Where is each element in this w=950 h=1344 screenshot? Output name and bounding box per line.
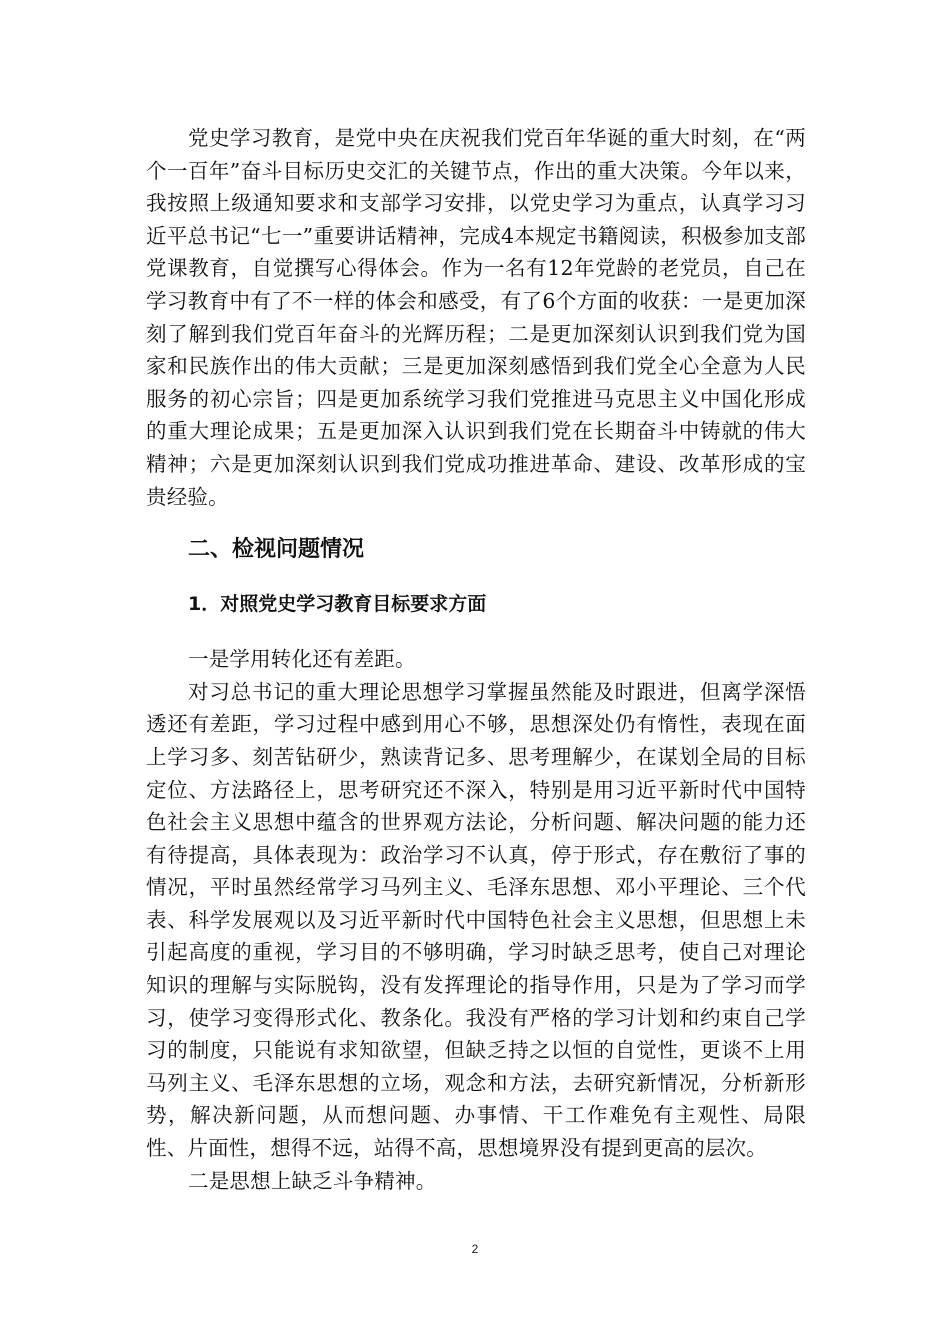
point-1-paragraph: 对习总书记的重大理论思想学习掌握虽然能及时跟进，但离学深悟透还有差距，学习过程中感到用心不够，思想深处仍有惰性，表现在面上学习多、刻苦钻研少，熟读背记多、思考理解少，在谋划全局的目标定位、方法路径上，思考研究还不深入，特别是用习近平新时代中国特色社会主义思想中蕴含的世界观方法论，分析问题、解决问题的能力还有待提高，具体表现为：政治学习不认真，停于形式，存在敷衍了事的情况，平时虽然经常学习马列主义、毛泽东思想、邓小平理论、三个代表、科学发展观以及习近平新时代中国特色社会主义思想，但思想上未引起高度的重视，学习目的不够明确，学习时缺乏思考，使自己对理论知识的理解与实际脱钩，没有发挥理论的指导作用，只是为了学习而学习，使学习变得形式化、教条化。我没有严格的学习计划和约束自己学习的制度，只能说有求知欲望，但缺乏持之以恒的自觉性，更谈不上用马列主义、毛泽东思想的立场，观念和方法，去研究新情况，分析新形势，解决新问题，从而想问题、办事情、干工作难免有主观性、局限性、片面性，想得不远，站得不高，思想境界没有提到更高的层次。 (146, 679, 806, 1161)
section-heading: 二、检视问题情况 (188, 537, 365, 563)
intro-paragraph: 党史学习教育，是党中央在庆祝我们党百年华诞的重大时刻，在“两个一百年”奋斗目标历史交汇的关键节点，作出的重大决策。今年以来，我按照上级通知要求和支部学习安排，以党史学习为重点，认真学习习近平总书记“七一”重要讲话精神，完成4本规定书籍阅读，积极参加支部党课教育，自觉撰写心得体会。作为一名有12年党龄的老党员，自己在学习教育中有了不一样的体会和感受，有了6个方面的收获：一是更加深刻了解到我们党百年奋斗的光辉历程；二是更加深刻认识到我们党为国家和民族作出的伟大贡献；三是更加深刻感悟到我们党全心全意为人民服务的初心宗旨；四是更加系统学习我们党推进马克思主义中国化形成的重大理论成果；五是更加深入认识到我们党在长期奋斗中铸就的伟大精神；六是更加深刻认识到我们党成功推进革命、建设、改革形成的宝贵经验。 (146, 126, 806, 509)
subsection-heading: 1．对照党史学习教育目标要求方面 (188, 593, 487, 616)
document-body (146, 122, 806, 1197)
point-2-title: 二是思想上缺乏斗争精神。 (188, 1168, 437, 1193)
point-1-title: 一是学用转化还有差距。 (188, 647, 416, 672)
page-number: 2 (471, 1242, 479, 1256)
